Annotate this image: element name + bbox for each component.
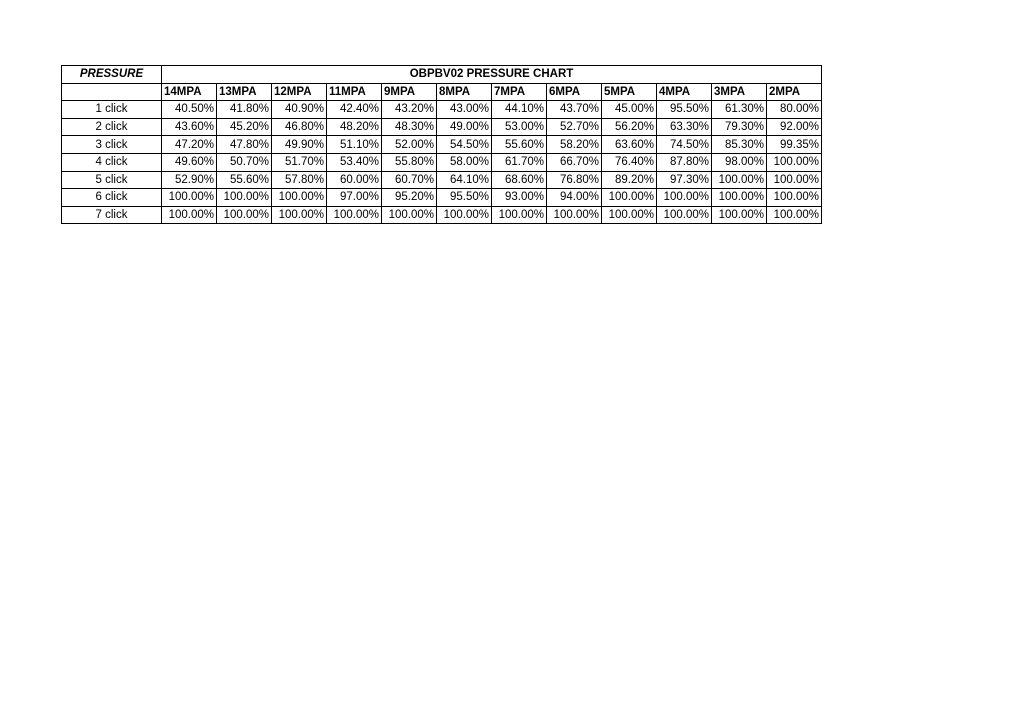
table-row [62, 118, 822, 136]
value-cell: 100.00% [712, 206, 767, 224]
value-cell: 53.40% [327, 153, 382, 171]
column-header-row [62, 83, 822, 101]
value-cell: 100.00% [272, 189, 327, 207]
column-header-6mpa: 6MPA [547, 83, 602, 101]
value-cell: 41.80% [217, 101, 272, 119]
value-cell: 40.50% [162, 101, 217, 119]
value-cell: 47.20% [162, 136, 217, 154]
value-cell: 100.00% [327, 206, 382, 224]
table-row [62, 136, 822, 154]
value-cell: 100.00% [657, 189, 712, 207]
value-cell: 100.00% [712, 171, 767, 189]
value-cell: 52.00% [382, 136, 437, 154]
pressure-corner-label: PRESSURE [62, 66, 162, 84]
value-cell: 50.70% [217, 153, 272, 171]
row-label: 1 click [62, 101, 162, 119]
column-header-8mpa: 8MPA [437, 83, 492, 101]
value-cell: 100.00% [217, 206, 272, 224]
value-cell: 43.00% [437, 101, 492, 119]
value-cell: 53.00% [492, 118, 547, 136]
value-cell: 58.00% [437, 153, 492, 171]
value-cell: 97.30% [657, 171, 712, 189]
value-cell: 95.50% [657, 101, 712, 119]
value-cell: 92.00% [767, 118, 822, 136]
value-cell: 46.80% [272, 118, 327, 136]
value-cell: 79.30% [712, 118, 767, 136]
row-label: 4 click [62, 153, 162, 171]
value-cell: 100.00% [437, 206, 492, 224]
value-cell: 51.10% [327, 136, 382, 154]
value-cell: 64.10% [437, 171, 492, 189]
value-cell: 100.00% [602, 206, 657, 224]
value-cell: 63.60% [602, 136, 657, 154]
column-header-14mpa: 14MPA [162, 83, 217, 101]
value-cell: 49.90% [272, 136, 327, 154]
column-header-4mpa: 4MPA [657, 83, 712, 101]
value-cell: 56.20% [602, 118, 657, 136]
value-cell: 100.00% [547, 206, 602, 224]
value-cell: 85.30% [712, 136, 767, 154]
value-cell: 40.90% [272, 101, 327, 119]
value-cell: 63.30% [657, 118, 712, 136]
value-cell: 87.80% [657, 153, 712, 171]
value-cell: 95.20% [382, 189, 437, 207]
column-header-2mpa: 2MPA [767, 83, 822, 101]
value-cell: 99.35% [767, 136, 822, 154]
value-cell: 52.90% [162, 171, 217, 189]
column-header-12mpa: 12MPA [272, 83, 327, 101]
value-cell: 61.70% [492, 153, 547, 171]
value-cell: 76.40% [602, 153, 657, 171]
value-cell: 60.00% [327, 171, 382, 189]
value-cell: 49.00% [437, 118, 492, 136]
table-row [62, 206, 822, 224]
column-header-11mpa: 11MPA [327, 83, 382, 101]
column-header-3mpa: 3MPA [712, 83, 767, 101]
pressure-chart-table [61, 65, 822, 224]
value-cell: 60.70% [382, 171, 437, 189]
value-cell: 58.20% [547, 136, 602, 154]
row-label: 3 click [62, 136, 162, 154]
value-cell: 100.00% [162, 206, 217, 224]
value-cell: 100.00% [382, 206, 437, 224]
value-cell: 100.00% [657, 206, 712, 224]
value-cell: 100.00% [767, 171, 822, 189]
value-cell: 51.70% [272, 153, 327, 171]
table-row [62, 189, 822, 207]
value-cell: 43.60% [162, 118, 217, 136]
value-cell: 55.60% [492, 136, 547, 154]
value-cell: 61.30% [712, 101, 767, 119]
value-cell: 100.00% [712, 189, 767, 207]
value-cell: 43.70% [547, 101, 602, 119]
table-row [62, 101, 822, 119]
value-cell: 100.00% [492, 206, 547, 224]
value-cell: 66.70% [547, 153, 602, 171]
value-cell: 45.00% [602, 101, 657, 119]
value-cell: 48.30% [382, 118, 437, 136]
value-cell: 93.00% [492, 189, 547, 207]
chart-title: OBPBV02 PRESSURE CHART [162, 66, 822, 84]
value-cell: 100.00% [767, 189, 822, 207]
value-cell: 89.20% [602, 171, 657, 189]
value-cell: 100.00% [272, 206, 327, 224]
value-cell: 68.60% [492, 171, 547, 189]
column-header-13mpa: 13MPA [217, 83, 272, 101]
value-cell: 100.00% [767, 153, 822, 171]
empty-header-cell [62, 83, 162, 101]
value-cell: 55.60% [217, 171, 272, 189]
title-row [62, 66, 822, 84]
value-cell: 100.00% [162, 189, 217, 207]
value-cell: 44.10% [492, 101, 547, 119]
value-cell: 100.00% [217, 189, 272, 207]
value-cell: 42.40% [327, 101, 382, 119]
value-cell: 80.00% [767, 101, 822, 119]
value-cell: 52.70% [547, 118, 602, 136]
value-cell: 100.00% [602, 189, 657, 207]
table-body [62, 101, 822, 224]
value-cell: 94.00% [547, 189, 602, 207]
value-cell: 45.20% [217, 118, 272, 136]
value-cell: 48.20% [327, 118, 382, 136]
column-header-9mpa: 9MPA [382, 83, 437, 101]
value-cell: 57.80% [272, 171, 327, 189]
value-cell: 49.60% [162, 153, 217, 171]
row-label: 5 click [62, 171, 162, 189]
column-header-7mpa: 7MPA [492, 83, 547, 101]
value-cell: 76.80% [547, 171, 602, 189]
value-cell: 98.00% [712, 153, 767, 171]
value-cell: 55.80% [382, 153, 437, 171]
value-cell: 95.50% [437, 189, 492, 207]
value-cell: 100.00% [767, 206, 822, 224]
table-row [62, 171, 822, 189]
column-header-5mpa: 5MPA [602, 83, 657, 101]
value-cell: 74.50% [657, 136, 712, 154]
value-cell: 47.80% [217, 136, 272, 154]
value-cell: 43.20% [382, 101, 437, 119]
value-cell: 54.50% [437, 136, 492, 154]
row-label: 2 click [62, 118, 162, 136]
row-label: 6 click [62, 189, 162, 207]
table-row [62, 153, 822, 171]
value-cell: 97.00% [327, 189, 382, 207]
row-label: 7 click [62, 206, 162, 224]
